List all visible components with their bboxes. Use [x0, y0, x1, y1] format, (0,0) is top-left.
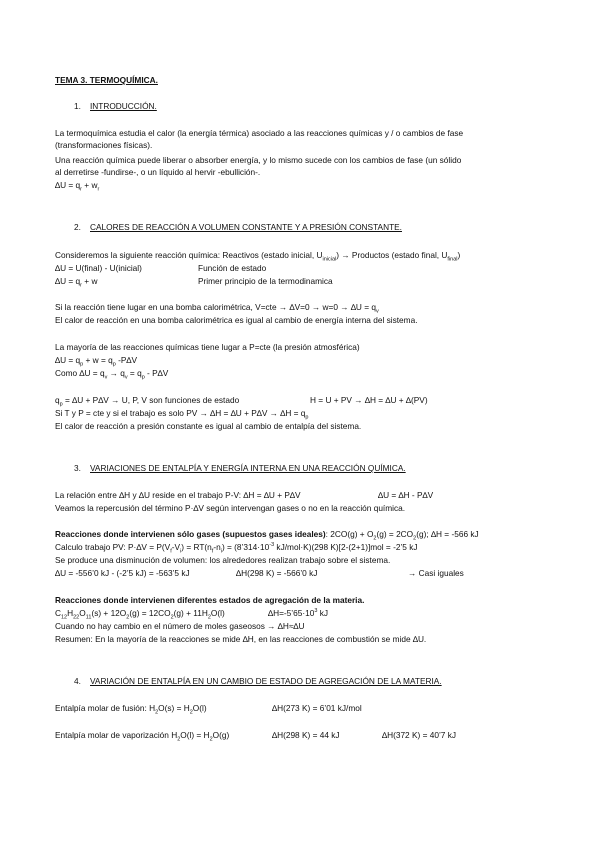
paragraph: (transformaciones físicas). — [55, 140, 153, 150]
paragraph: Se produce una disminución de volumen: los alrededores realizan trabajo sobre el sistema. — [55, 555, 391, 565]
formula: ∆H(372 K) = 40’7 kJ — [382, 730, 457, 740]
paragraph: Reacciones donde intervienen diferentes estados de agregación de la materia. — [55, 595, 365, 605]
formula: ∆H(298 K) = -566’0 kJ — [236, 568, 318, 578]
formula-note: Función de estado — [198, 263, 267, 273]
paragraph: al derretirse -fundirse-, o un líquido al hervir -ebullición-. — [55, 167, 261, 177]
formula: $q_p = \Delta U + P\Delta V \to U$, P, V son funciones de estado — [55, 395, 240, 408]
formula: ∆U = U(final) - U(inicial) — [55, 263, 142, 273]
formula: $\Delta U = q_r + w_r$ — [55, 180, 100, 193]
section-4-heading: 4. VARIACIÓN DE ENTALPÍA EN UN CAMBIO DE ESTADO DE AGREGACIÓN DE LA MATERIA. — [74, 676, 442, 686]
formula: ∆H(298 K) = 44 kJ — [272, 730, 340, 740]
paragraph: Consideremos la siguiente reacción química: Reactivos (estado inicial, $U_{inicial}$) → Productos (estado final, $U_{final}$) — [55, 250, 461, 263]
formula: H = U + PV → ∆H = ∆U + ∆(PV) — [310, 395, 428, 405]
paragraph: Veamos la repercusión del término P·∆V según intervengan gases o no en la reacción química. — [55, 503, 406, 513]
formula: Entalpía molar de vaporización $H_2O(l) = H_2O(g)$ — [55, 730, 230, 743]
formula: $\Delta U = q_p + w = q_p$ -P∆V — [55, 355, 138, 368]
section-1-heading: 1. INTRODUCCIÓN. — [74, 101, 157, 111]
formula: $\Delta H=-5’65\cdot 10^3$ kJ — [268, 608, 329, 618]
section-2-heading: 2. CALORES DE REACCIÓN A VOLUMEN CONSTANTE Y A PRESIÓN CONSTANTE. — [74, 222, 402, 232]
paragraph: Si T y P = cte y si el trabajo es solo PV → $\Delta H = \Delta U + P\Delta V \to \Delta H = q_p$ — [55, 408, 309, 421]
paragraph: La mayoría de las reacciones químicas tiene lugar a P=cte (la presión atmosférica) — [55, 342, 360, 352]
paragraph: Resumen: En la mayoría de la reacciones se mide ∆H, en las reacciones de combustión se mide ∆U. — [55, 634, 427, 644]
formula-note: Primer principio de la termodinamica — [198, 276, 333, 286]
formula: ∆U = -556’0 kJ - (-2’5 kJ) = -563’5 kJ — [55, 568, 190, 578]
formula: $\Delta U = q_r + w$ — [55, 276, 98, 289]
section-3-heading: 3. VARIACIONES DE ENTALPÍA Y ENERGÍA INTERNA EN UNA REACCIÓN QUÍMICA. — [74, 463, 406, 473]
paragraph: Reacciones donde intervienen sólo gases (supuestos gases ideales): $2CO(g) + O_2(g) = 2CO_2(g)$; ∆H = -566 kJ — [55, 529, 479, 542]
paragraph: Calculo trabajo PV: $P\cdot\Delta V = P(V_f-V_i) = RT(n_f-n_i)$ = ($8’314\cdot 10^{-3}$ kJ/mol·K)(298 K)[2-(2+1)]mol = -2’5 kJ — [55, 542, 418, 555]
formula: ∆H(273 K) = 6’01 kJ/mol — [272, 703, 362, 713]
page-title: TEMA 3. TERMOQUÍMICA. — [55, 75, 158, 85]
paragraph: El calor de reacción en una bomba calorimétrica es igual al cambio de energía interna del sistema. — [55, 315, 418, 325]
formula-note: → Casi iguales — [408, 568, 464, 578]
paragraph: Cuando no hay cambio en el número de moles gaseosos → ∆H≈∆U — [55, 621, 305, 631]
formula: Como $\Delta U = q_v \to q_v = q_p - P\Delta V$ — [55, 368, 169, 381]
paragraph: La relación entre ∆H y ∆U reside en el trabajo P-V: ∆H = ∆U + P∆V — [55, 490, 301, 500]
paragraph: El calor de reacción a presión constante es igual al cambio de entalpía del sistema. — [55, 421, 362, 431]
formula: $C_{12}H_{22}O_{11}(s) + 12O_2(g) = 12CO_2(g) + 11H_2O(l)$ — [55, 608, 225, 621]
paragraph: La termoquímica estudia el calor (la energía térmica) asociado a las reacciones químicas y / o cambios de fase — [55, 128, 464, 138]
paragraph: Si la reacción tiene lugar en una bomba calorimétrica, $V=cte \to \Delta V=0 \to w=0 \to \Delta U = q_v$ — [55, 302, 379, 315]
formula: Entalpía molar de fusión: $H_2O(s) = H_2O(l)$ — [55, 703, 207, 716]
paragraph: Una reacción química puede liberar o absorber energía, y lo mismo sucede con los cambios de fase (un sólido — [55, 155, 462, 165]
formula: ∆U = ∆H - P∆V — [378, 490, 434, 500]
